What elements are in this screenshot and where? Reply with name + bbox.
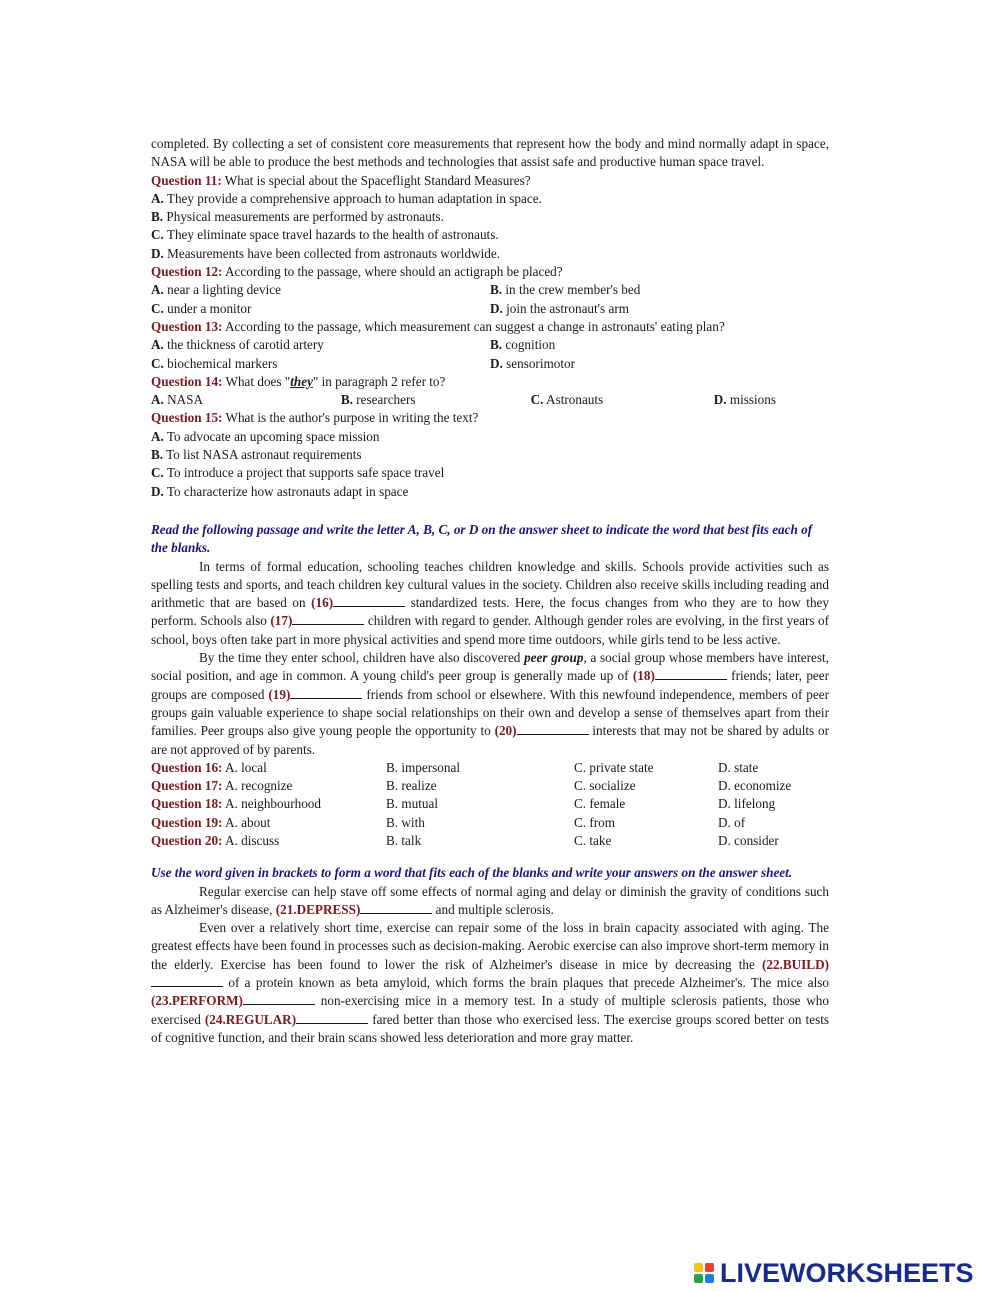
blank-20[interactable] bbox=[517, 722, 589, 735]
spacer bbox=[151, 850, 829, 864]
question-15 bbox=[151, 409, 829, 427]
cloze-option-d[interactable]: D. state bbox=[718, 759, 759, 775]
blank-18[interactable] bbox=[655, 667, 727, 680]
option-15a[interactable]: A. To advocate an upcoming space mission bbox=[151, 428, 380, 444]
cloze-option-b[interactable]: B. with bbox=[386, 814, 425, 830]
blank-number: (16) bbox=[311, 595, 334, 611]
cloze-option-c[interactable]: C. socialize bbox=[574, 778, 636, 794]
options-row bbox=[151, 281, 829, 299]
blank-number: (17) bbox=[270, 613, 293, 629]
keyword-peer-group: peer group bbox=[524, 650, 584, 666]
passage-paragraph: Regular exercise can help stave off some effects of normal aging and delay or diminish the gravity of conditions such as Alzheimer's disease, (21.DEPRESS) and multiple sclerosis. bbox=[151, 883, 829, 917]
cloze-option-a[interactable]: Question 19: A. about bbox=[151, 814, 271, 830]
question-label: Question 14: bbox=[151, 373, 223, 389]
cloze-option-b[interactable]: B. realize bbox=[386, 778, 437, 794]
question-label: Question 11: bbox=[151, 172, 222, 188]
question-text: According to the passage, where should an actigraph be placed? bbox=[222, 264, 563, 280]
blank-23[interactable] bbox=[243, 992, 315, 1005]
option-11d[interactable]: D. Measurements have been collected from astronauts worldwide. bbox=[151, 245, 500, 261]
option-13a[interactable]: A. the thickness of carotid artery bbox=[151, 337, 324, 353]
passage-paragraph: By the time they enter school, children have also discovered peer group, a social group whose members have interest, social position, and age in common. A young child's peer group is generally made up of (18) friends; later, peer groups are composed (19) friends from school or elsewhere. With this newfound independence, members of peer groups gain valuable experience to shape social relationships on their own and develop a sense of themselves apart from their families. Peer groups also give young people the opportunity to (20) interests that may not be shared by adults or are not approved of by parents. bbox=[151, 650, 830, 757]
cloze-question-row bbox=[151, 832, 829, 850]
question-11 bbox=[151, 172, 829, 190]
question-12 bbox=[151, 263, 829, 281]
option-11b[interactable]: B. Physical measurements are performed by astronauts. bbox=[151, 209, 444, 225]
option-15c[interactable]: C. To introduce a project that supports safe space travel bbox=[151, 465, 445, 481]
passage-paragraph: In terms of formal education, schooling teaches children knowledge and skills. Schools provide activities such as spelling tests and sports, and teach children key cultural values in the society. Children also receive skills including reading and arithmetic that are based on (16) standardized tests. Here, the focus changes from who they are to how they perform. Schools also (17) children with regard to gender. Although gender roles are evolving, in the first years of school, boys often take part in more physical activities and spend more time outdoors, while girls tend to be less active. bbox=[151, 558, 830, 647]
blank-16[interactable] bbox=[333, 594, 405, 607]
blank-22[interactable] bbox=[151, 974, 223, 987]
options-row bbox=[151, 300, 829, 318]
word-prompt: (21.DEPRESS) bbox=[275, 901, 361, 917]
cloze-option-d[interactable]: D. economize bbox=[718, 778, 792, 794]
logo-square bbox=[694, 1263, 703, 1272]
option-12d[interactable]: D. join the astronaut's arm bbox=[490, 300, 629, 316]
cloze-option-a[interactable]: Question 16: A. local bbox=[151, 759, 267, 775]
question-13 bbox=[151, 318, 829, 336]
option-13b[interactable]: B. cognition bbox=[490, 337, 556, 353]
blank-number: (18) bbox=[632, 668, 655, 684]
worksheet-page bbox=[151, 135, 829, 1047]
cloze-option-d[interactable]: D. lifelong bbox=[718, 796, 776, 812]
option-12b[interactable]: B. in the crew member's bed bbox=[490, 282, 641, 298]
option-13d[interactable]: D. sensorimotor bbox=[490, 355, 575, 371]
cloze-option-c[interactable]: C. from bbox=[574, 814, 616, 830]
option-14c[interactable]: C. Astronauts bbox=[530, 392, 604, 408]
question-14: Question 14: What does "they" in paragraph 2 refer to? bbox=[151, 373, 446, 389]
question-label: Question 15: bbox=[151, 410, 223, 426]
options-row bbox=[151, 355, 829, 373]
option-14a[interactable]: A. NASA bbox=[151, 392, 204, 408]
logo-text: LIVEWORKSHEETS bbox=[720, 1257, 974, 1288]
option-15d[interactable]: D. To characterize how astronauts adapt in space bbox=[151, 483, 409, 499]
logo-square bbox=[705, 1263, 714, 1272]
cloze-question-row bbox=[151, 759, 829, 777]
section-instruction: Use the word given in brackets to form a word that fits each of the blanks and write your answers on the answer sheet. bbox=[151, 865, 793, 881]
option-11a[interactable]: A. They provide a comprehensive approach to human adaptation in space. bbox=[151, 190, 542, 206]
logo-square bbox=[705, 1274, 714, 1283]
blank-21[interactable] bbox=[360, 901, 432, 914]
keyword-they: they bbox=[290, 373, 313, 389]
question-text: According to the passage, which measurement can suggest a change in astronauts' eating plan? bbox=[222, 318, 725, 334]
cloze-option-b[interactable]: B. impersonal bbox=[386, 759, 460, 775]
cloze-question-grid bbox=[151, 759, 829, 850]
cloze-option-b[interactable]: B. mutual bbox=[386, 796, 439, 812]
intro-paragraph: completed. By collecting a set of consistent core measurements that represent how the body and mind normally adapt in space, NASA will be able to produce the best methods and technologies that assist safe and productive human space travel. bbox=[151, 136, 829, 170]
blank-19[interactable] bbox=[290, 686, 362, 699]
cloze-option-a[interactable]: Question 18: A. neighbourhood bbox=[151, 796, 321, 812]
word-prompt: (23.PERFORM) bbox=[151, 993, 243, 1009]
logo-icon bbox=[694, 1263, 714, 1283]
cloze-option-d[interactable]: D. consider bbox=[718, 832, 779, 848]
liveworksheets-logo bbox=[694, 1259, 974, 1287]
blank-number: (20) bbox=[494, 723, 517, 739]
word-prompt: (24.REGULAR) bbox=[204, 1011, 297, 1027]
section-instruction: Read the following passage and write the letter A, B, C, or D on the answer sheet to indicate the word that best fits each of the blanks. bbox=[151, 521, 813, 556]
word-prompt: (22.BUILD) bbox=[761, 956, 829, 972]
cloze-option-c[interactable]: C. private state bbox=[574, 759, 654, 775]
question-label: Question 12: bbox=[151, 264, 223, 280]
cloze-option-b[interactable]: B. talk bbox=[386, 832, 422, 848]
cloze-option-a[interactable]: Question 20: A. discuss bbox=[151, 832, 280, 848]
option-13c[interactable]: C. biochemical markers bbox=[151, 355, 278, 371]
cloze-question-row bbox=[151, 814, 829, 832]
option-12c[interactable]: C. under a monitor bbox=[151, 300, 252, 316]
blank-17[interactable] bbox=[292, 612, 364, 625]
option-12a[interactable]: A. near a lighting device bbox=[151, 282, 282, 298]
option-11c[interactable]: C. They eliminate space travel hazards to the health of astronauts. bbox=[151, 227, 499, 243]
option-15b[interactable]: B. To list NASA astronaut requirements bbox=[151, 447, 362, 463]
blank-number: (19) bbox=[268, 686, 291, 702]
question-text: What is the author's purpose in writing the text? bbox=[222, 410, 479, 426]
option-14b[interactable]: B. researchers bbox=[340, 392, 416, 408]
cloze-option-d[interactable]: D. of bbox=[718, 814, 746, 830]
cloze-option-a[interactable]: Question 17: A. recognize bbox=[151, 778, 293, 794]
options-row bbox=[151, 391, 829, 409]
question-label: Question 13: bbox=[151, 318, 223, 334]
cloze-option-c[interactable]: C. take bbox=[574, 832, 612, 848]
cloze-option-c[interactable]: C. female bbox=[574, 796, 626, 812]
spacer bbox=[151, 501, 829, 521]
blank-24[interactable] bbox=[296, 1011, 368, 1024]
options-row bbox=[151, 336, 829, 354]
option-14d[interactable]: D. missions bbox=[713, 392, 776, 408]
cloze-question-row bbox=[151, 777, 829, 795]
passage-paragraph: Even over a relatively short time, exercise can repair some of the loss in brain capacity associated with aging. The greatest effects have been found in processes such as decision-making. Aerobic exercise can also improve short-term memory in the elderly. Exercise has been found to lower the risk of Alzheimer's disease in mice by decreasing the (22.BUILD) of a protein known as beta amyloid, which forms the brain plaques that precede Alzheimer's. The mice also (23.PERFORM) non-exercising mice in a memory test. In a study of multiple sclerosis patients, those who exercised (24.REGULAR) fared better than those who exercised less. The exercise groups scored better on tests of cognitive function, and their brain scans showed less deterioration and more gray matter. bbox=[151, 920, 829, 1045]
cloze-question-row bbox=[151, 795, 829, 813]
logo-square bbox=[694, 1274, 703, 1283]
question-text: What is special about the Spaceflight Standard Measures? bbox=[221, 172, 531, 188]
